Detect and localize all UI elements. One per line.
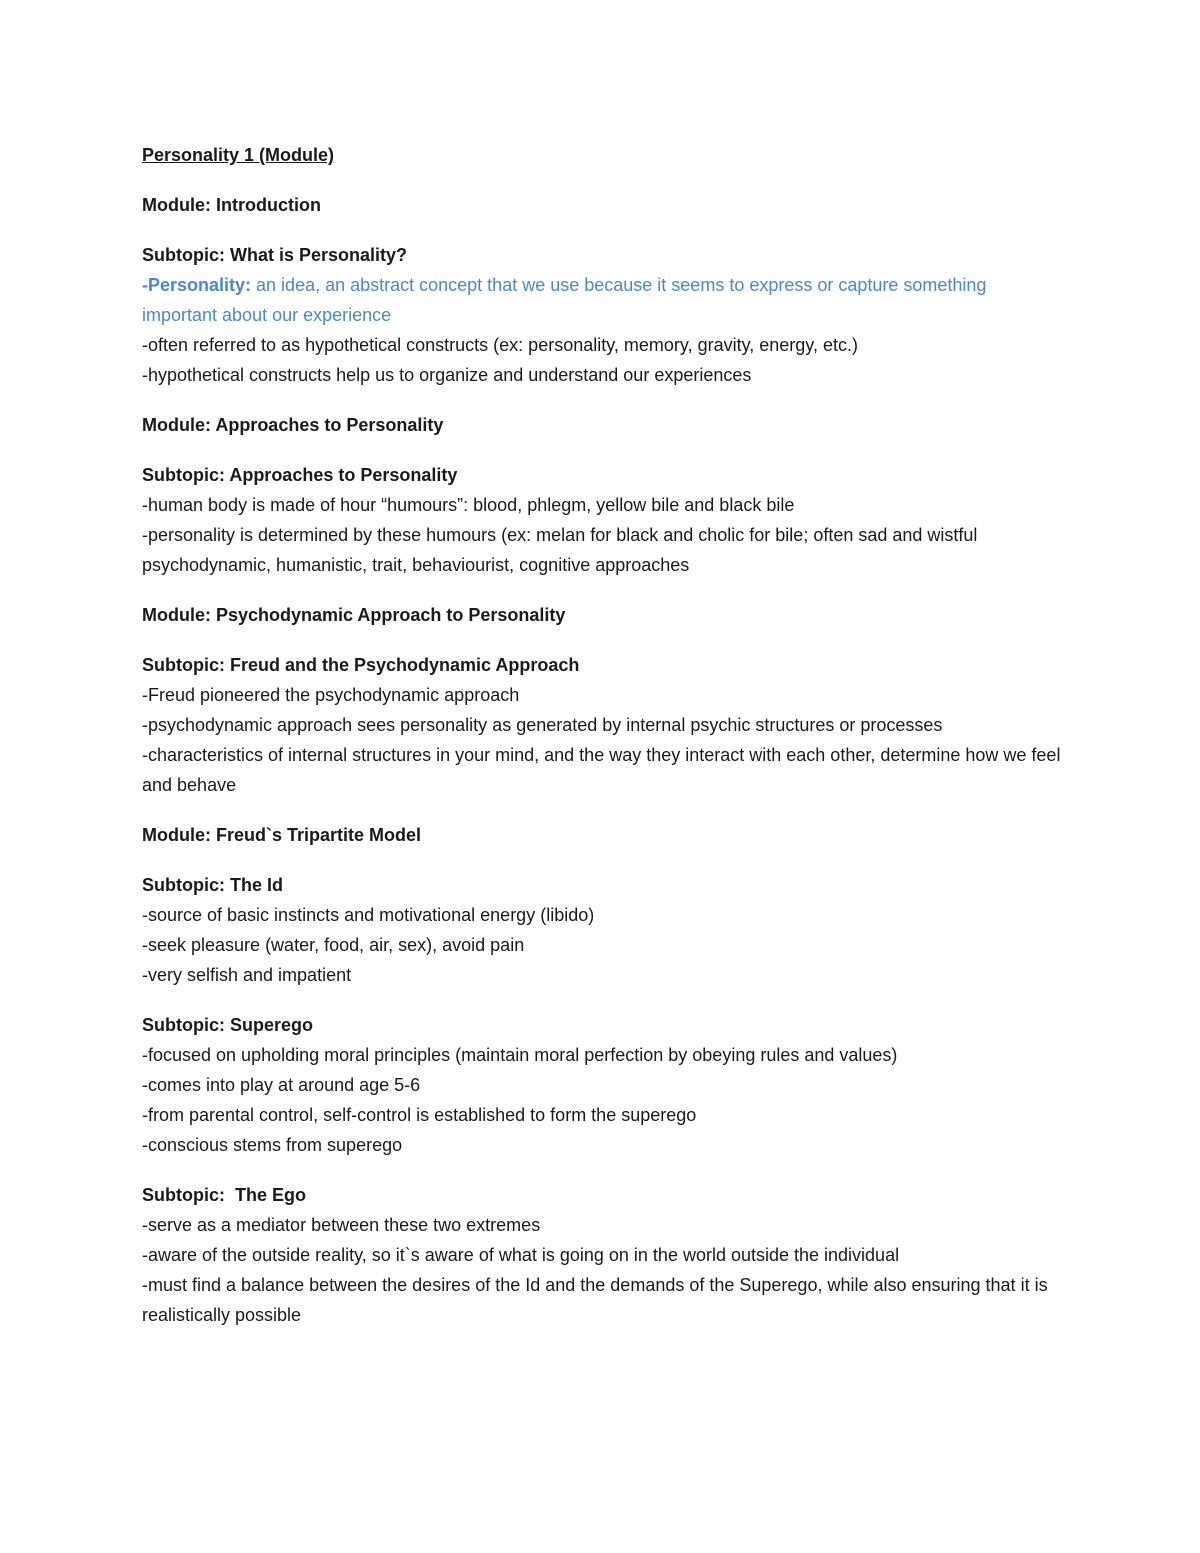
note-line: -must find a balance between the desires of the Id and the demands of the Superego, while also ensuring that it is realistically possible (142, 1275, 1048, 1325)
note-line: -psychodynamic approach sees personality as generated by internal psychic structures or processes (142, 715, 943, 735)
note-line: -serve as a mediator between these two extremes (142, 1215, 541, 1235)
subtopic-freud-psychodynamic: Subtopic: Freud and the Psychodynamic Approach (142, 655, 580, 675)
note-line: -from parental control, self-control is established to form the superego (142, 1105, 697, 1125)
subtopic-approaches: Subtopic: Approaches to Personality (142, 465, 458, 485)
document-title: Personality 1 (Module) (142, 145, 335, 165)
note-line: -human body is made of hour “humours”: blood, phlegm, yellow bile and black bile (142, 495, 795, 515)
module-heading-tripartite: Module: Freud`s Tripartite Model (142, 825, 422, 845)
note-line: psychodynamic, humanistic, trait, behaviourist, cognitive approaches (142, 555, 690, 575)
subtopic-superego: Subtopic: Superego (142, 1015, 313, 1035)
subtopic-the-ego: Subtopic: The Ego (142, 1185, 306, 1205)
note-line: -very selfish and impatient (142, 965, 352, 985)
note-line: -source of basic instincts and motivational energy (libido) (142, 905, 595, 925)
subtopic-what-is-personality: Subtopic: What is Personality? (142, 245, 408, 265)
note-line: -often referred to as hypothetical constructs (ex: personality, memory, gravity, energy, etc.) (142, 335, 858, 355)
note-line: -conscious stems from superego (142, 1135, 403, 1155)
note-line: -Freud pioneered the psychodynamic approach (142, 685, 520, 705)
module-heading-approaches: Module: Approaches to Personality (142, 415, 444, 435)
personality-definition (142, 270, 1062, 330)
note-line: -personality is determined by these humours (ex: melan for black and cholic for bile; often sad and wistful (142, 525, 978, 545)
note-line: -aware of the outside reality, so it`s aware of what is going on in the world outside the individual (142, 1245, 900, 1265)
document-page (142, 140, 1062, 1330)
definition-text: an idea, an abstract concept that we use because it seems to express or capture something important about our experience (142, 275, 987, 325)
note-line: -characteristics of internal structures in your mind, and the way they interact with each other, determine how we feel and behave (142, 745, 1061, 795)
note-line: -comes into play at around age 5-6 (142, 1075, 421, 1095)
subtopic-the-id: Subtopic: The Id (142, 875, 283, 895)
module-heading-introduction: Module: Introduction (142, 195, 321, 215)
module-heading-psychodynamic: Module: Psychodynamic Approach to Personality (142, 605, 566, 625)
note-line: -hypothetical constructs help us to organize and understand our experiences (142, 365, 752, 385)
definition-term: -Personality: (142, 275, 252, 295)
note-line: -seek pleasure (water, food, air, sex), avoid pain (142, 935, 525, 955)
note-line: -focused on upholding moral principles (maintain moral perfection by obeying rules and values) (142, 1045, 898, 1065)
